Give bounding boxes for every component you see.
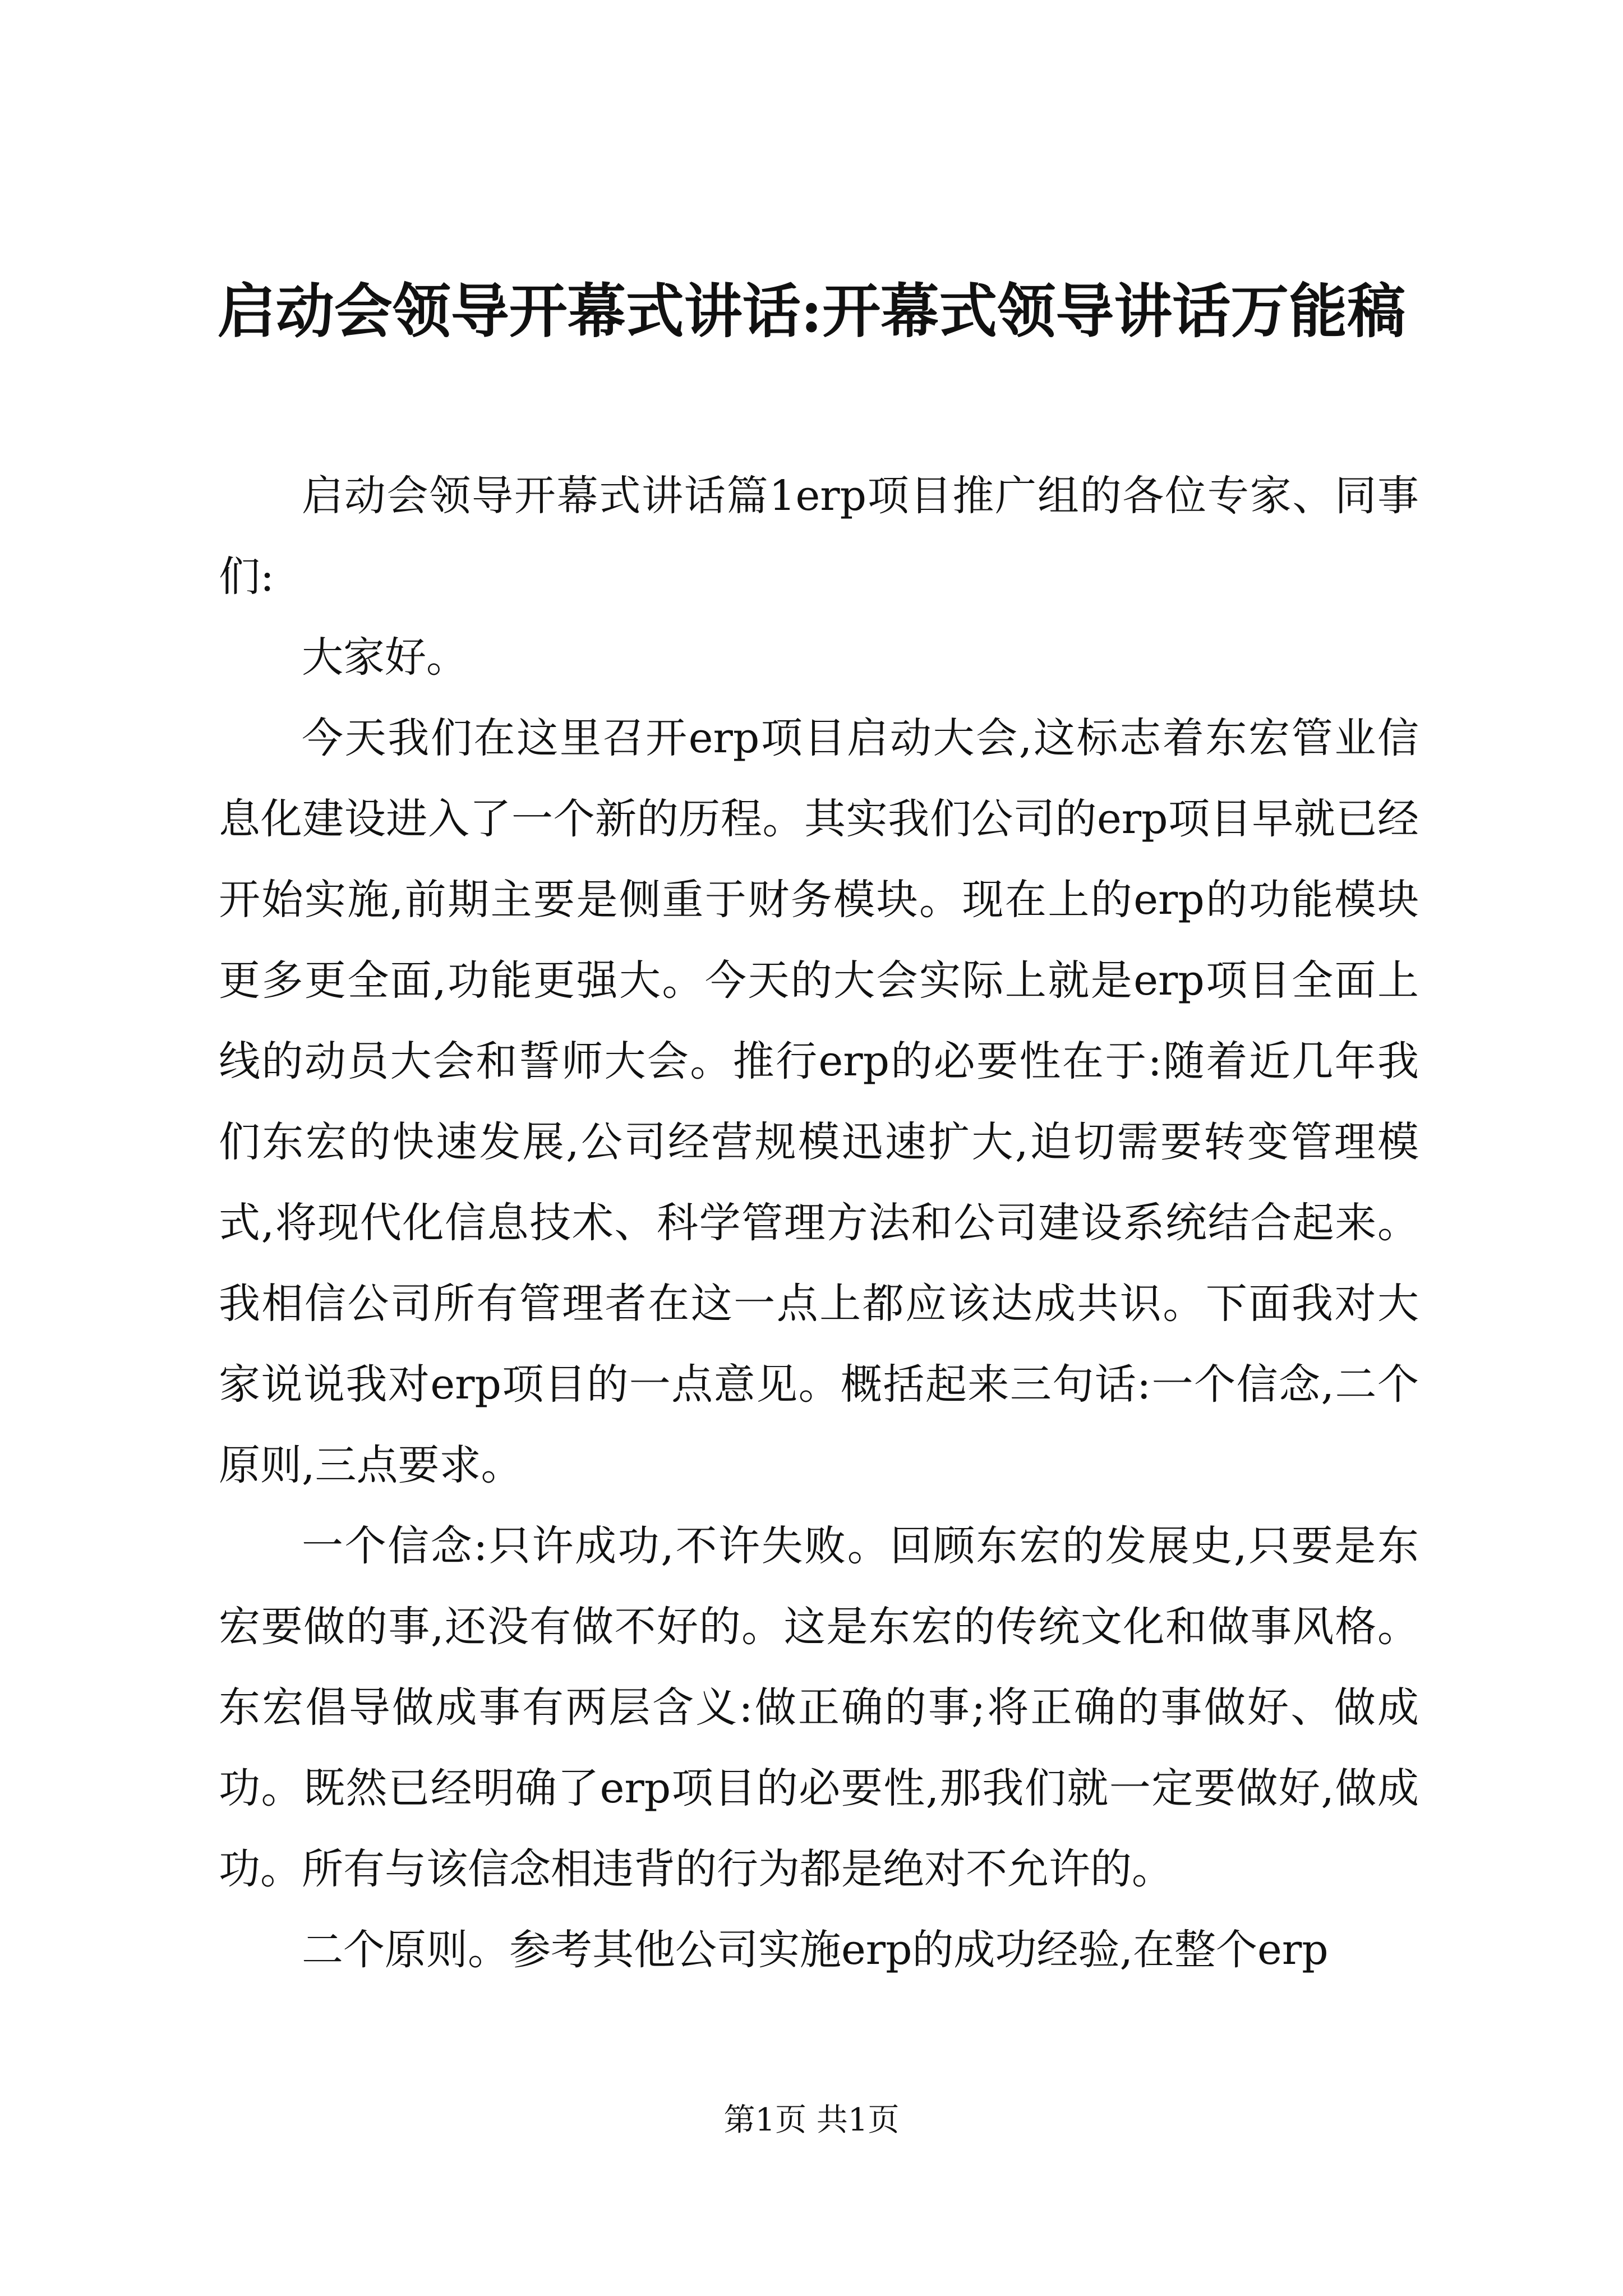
paragraph-principles: 二个原则。参考其他公司实施erp的成功经验,在整个erp	[302, 1926, 1329, 1974]
paragraph-belief: 一个信念:只许成功,不许失败。回顾东宏的发展史,只要是东宏要做的事,还没有做不好的。这是东宏的传统文化和做事风格。东宏倡导做成事有两层含义:做正确的事;将正确的事做好、做成功。既然已经明确了erp项目的必要性,那我们就一定要做好,做成功。所有与该信念相违背的行为都是绝对不允许的。	[219, 1522, 1419, 1893]
document-title: 启动会领导开幕式讲话:开幕式领导讲话万能稿	[217, 277, 1406, 346]
document-body	[219, 455, 1419, 1990]
page-footer: 第1页 共1页	[723, 2102, 900, 2138]
paragraph-hello: 大家好。	[302, 633, 468, 682]
paragraph-intro: 今天我们在这里召开erp项目启动大会,这标志着东宏管业信息化建设进入了一个新的历程。其实我们公司的erp项目早就已经开始实施,前期主要是侧重于财务模块。现在上的erp的功能模块更多更全面,功能更强大。今天的大会实际上就是erp项目全面上线的动员大会和誓师大会。推行erp的必要性在于:随着近几年我们东宏的快速发展,公司经营规模迅速扩大,迫切需要转变管理模式,将现代化信息技术、科学管理方法和公司建设系统结合起来。我相信公司所有管理者在这一点上都应该达成共识。下面我对大家说说我对erp项目的一点意见。概括起来三句话:一个信念,二个原则,三点要求。	[219, 714, 1419, 1489]
paragraph-greeting: 启动会领导开幕式讲话篇1erp项目推广组的各位专家、同事们:	[219, 472, 1419, 601]
